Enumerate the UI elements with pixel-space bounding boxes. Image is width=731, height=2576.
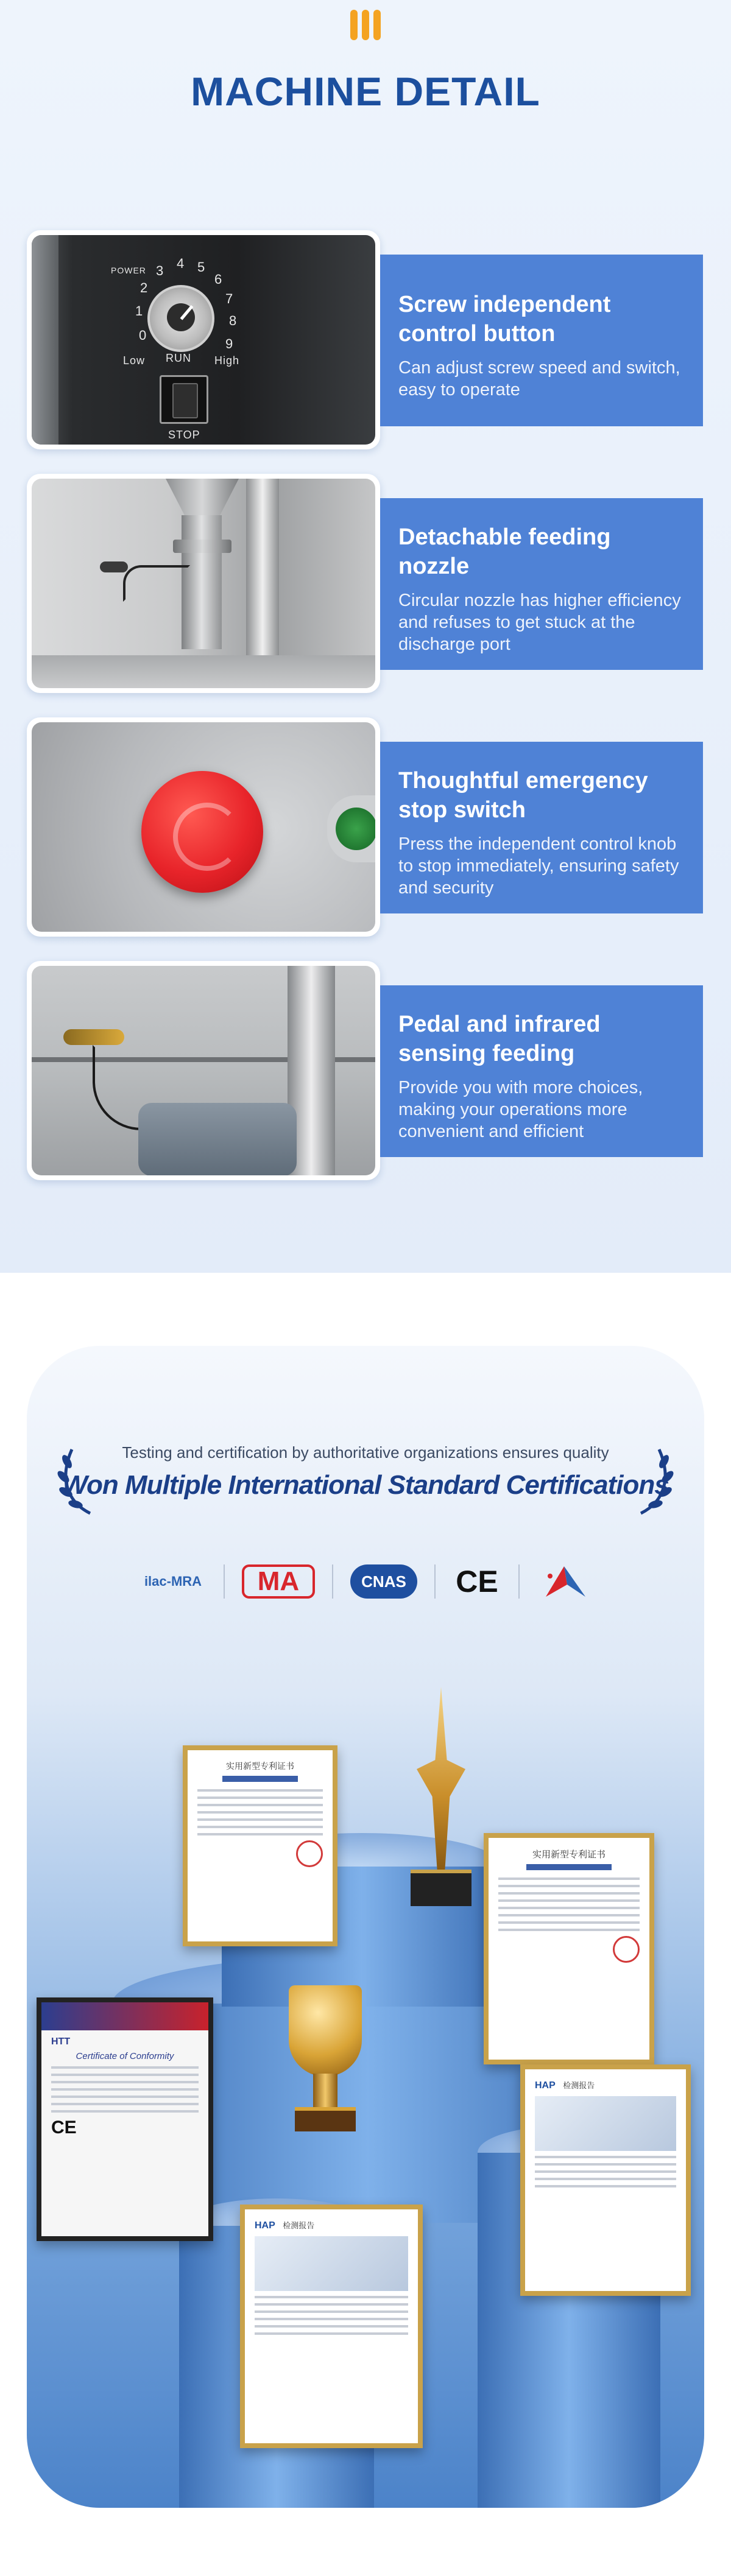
- certification-title: Won Multiple International Standard Certifications: [62, 1470, 669, 1500]
- report-title: 检测报告: [283, 2221, 315, 2230]
- ce-logo: CE: [456, 1564, 498, 1599]
- test-report: [240, 2205, 423, 2448]
- foot-pedal: [138, 1103, 297, 1175]
- green-button: [327, 795, 375, 862]
- cma-logo: MA: [242, 1564, 315, 1599]
- high-label: High: [214, 354, 240, 367]
- feature-card: [380, 742, 703, 913]
- report-brand: HAP: [535, 2080, 556, 2091]
- emergency-stop-photo: [27, 717, 380, 937]
- dial-number: 6: [214, 272, 222, 287]
- dial-number: 9: [225, 336, 233, 351]
- report-brand: HAP: [255, 2220, 275, 2231]
- feature-description: Can adjust screw speed and switch, easy to operate: [398, 358, 680, 399]
- trophy-cup: [289, 1985, 362, 2077]
- patent-certificate-title: 实用新型专利证书: [532, 1849, 606, 1860]
- feature-description: Circular nozzle has higher efficiency and refuses to get stuck at the discharge port: [398, 591, 681, 654]
- feature-card: [380, 985, 703, 1157]
- dial-number: 8: [229, 313, 237, 328]
- feature-heading: Thoughtful emergency stop switch: [398, 768, 648, 823]
- pedal-sensor-photo: [27, 961, 380, 1180]
- feature-description: Provide you with more choices, making your operations more convenient and efficient: [398, 1078, 643, 1141]
- report-title: 检测报告: [563, 2081, 595, 2090]
- conformity-brand: HTT: [51, 2036, 71, 2047]
- dial-number: 0: [139, 328, 147, 343]
- dial-number: 7: [225, 291, 233, 306]
- patent-certificate-title: 实用新型专利证书: [226, 1761, 294, 1771]
- feature-heading: Pedal and infrared sensing feeding: [398, 1012, 601, 1066]
- patent-certificate: [484, 1833, 654, 2064]
- test-report: [520, 2064, 691, 2296]
- dial-number: 1: [135, 303, 143, 318]
- ilac-mra-logo: ilac-MRA: [144, 1574, 202, 1589]
- dial-number: 3: [156, 263, 164, 278]
- feature-heading: Detachable feeding nozzle: [398, 524, 611, 579]
- feature-card: [380, 498, 703, 670]
- dial-number: 5: [197, 259, 205, 275]
- feeding-nozzle-photo: [27, 474, 380, 693]
- feature-card: [380, 255, 703, 426]
- conformity-title: Certificate of Conformity: [76, 2051, 174, 2061]
- certification-subtitle: Testing and certification by authoritative organizations ensures quality: [122, 1443, 609, 1462]
- ce-mark: CE: [51, 2117, 77, 2138]
- low-label: Low: [123, 354, 146, 367]
- feature-heading: Screw independent control button: [398, 292, 611, 347]
- machine-detail-section: [0, 0, 731, 1273]
- section-title: MACHINE DETAIL: [191, 69, 540, 114]
- dial-number: 2: [140, 280, 148, 295]
- certification-logos: [27, 1560, 704, 1603]
- dial-number: 4: [177, 256, 185, 271]
- emergency-stop-button: [141, 771, 263, 893]
- run-label: RUN: [166, 352, 191, 364]
- certification-section: [27, 1346, 704, 2508]
- patent-certificate: [183, 1745, 337, 1946]
- power-label: POWER: [111, 266, 146, 275]
- section-marker-icon: [349, 10, 382, 43]
- infrared-sensor: [63, 1029, 124, 1045]
- cnas-logo: CNAS: [350, 1564, 417, 1599]
- star-emblem-icon: [537, 1560, 592, 1603]
- feature-description: Press the independent control knob to stop immediately, ensuring safety and security: [398, 834, 679, 898]
- stop-label: STOP: [168, 429, 200, 441]
- control-button-photo: [27, 230, 380, 449]
- certificate-of-conformity: [37, 1997, 213, 2241]
- rocker-switch: [160, 375, 208, 424]
